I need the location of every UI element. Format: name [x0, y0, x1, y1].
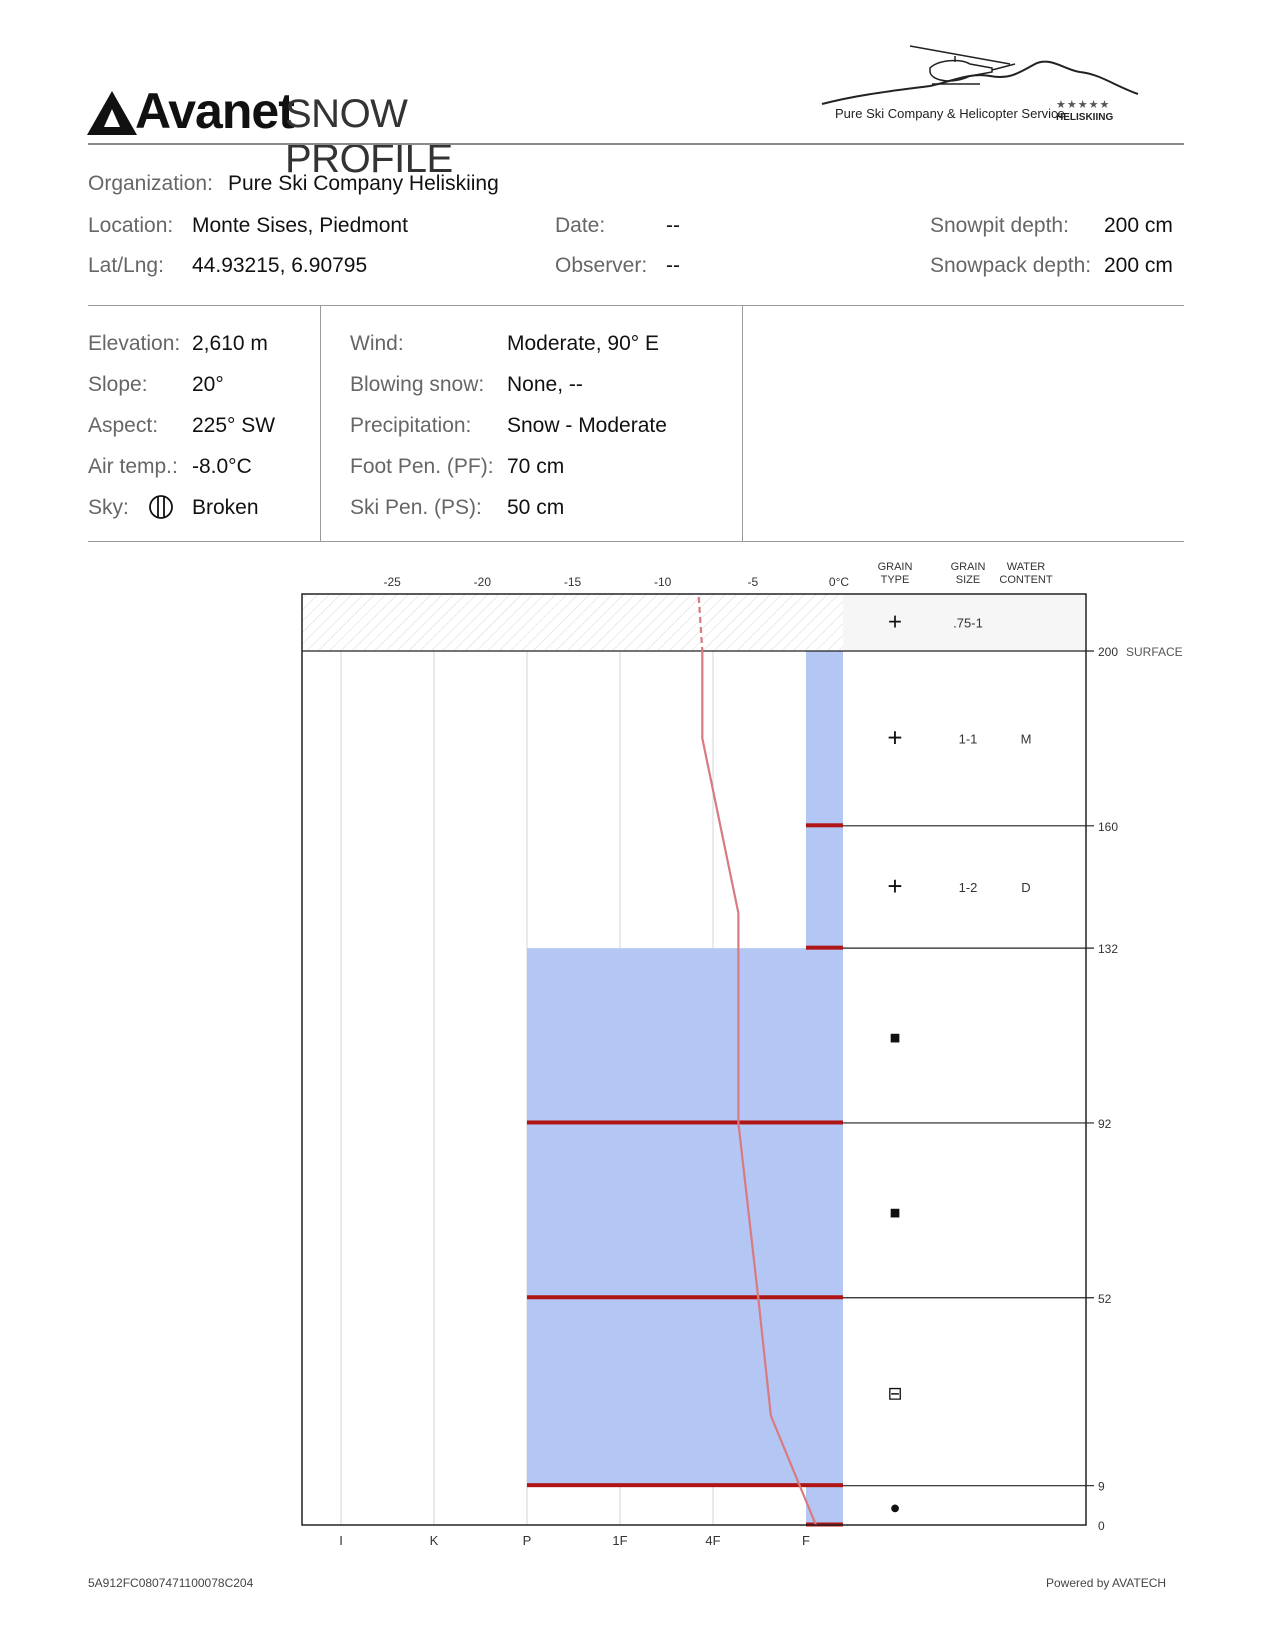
avanet-logo-icon: [87, 91, 137, 135]
column-header-water: CONTENT: [999, 574, 1053, 586]
snowpit-depth-value: 200 cm: [1104, 214, 1173, 237]
hardness-tick-label: P: [522, 1533, 532, 1548]
precipitation-label: Precipitation:: [350, 414, 472, 437]
conditions-divider-1: [320, 306, 321, 542]
ski-penetration-value: 50 cm: [507, 496, 565, 519]
conditions-bottom-divider: [88, 541, 1184, 542]
temp-tick-label: -20: [473, 575, 492, 589]
slope-label: Slope:: [88, 373, 148, 396]
height-tick-label: 132: [1098, 942, 1119, 957]
temp-zero-label: 0°C: [828, 575, 850, 589]
header-divider: [88, 143, 1184, 145]
airtemp-label: Air temp.:: [88, 455, 178, 478]
location-value: Monte Sises, Piedmont: [192, 214, 408, 237]
hardness-tick-label: 1F: [612, 1533, 628, 1548]
operator-name: Pure Ski Company & Helicopter Service: [835, 106, 1065, 121]
profile-id: 5A912FC0807471100078C204: [88, 1576, 254, 1590]
elevation-label: Elevation:: [88, 332, 181, 355]
column-header-grain-type: GRAIN: [877, 561, 913, 573]
observer-value: --: [666, 254, 680, 277]
conditions-divider-2: [742, 306, 743, 542]
foot-penetration-label: Foot Pen. (PF):: [350, 455, 494, 478]
air-zone-hatch: [302, 594, 843, 651]
hardness-bar-4: [527, 1298, 843, 1486]
date-label: Date:: [555, 214, 606, 237]
grain-size-label: 1-1: [958, 731, 978, 747]
column-header-grain-size: GRAIN: [950, 561, 986, 573]
latlng-value: 44.93215, 6.90795: [192, 254, 368, 277]
operator-sub: HELISKIING: [1056, 112, 1114, 123]
surface-height-label: 200: [1098, 645, 1119, 659]
height-tick-label: 92: [1098, 1116, 1112, 1131]
aspect-value: 225° SW: [192, 414, 276, 437]
column-header-grain-type: TYPE: [880, 574, 910, 586]
layer-marker-red: [527, 1295, 843, 1299]
precipitation-particles-icon: +: [887, 870, 903, 901]
hardness-tick-label: F: [802, 1533, 810, 1548]
organization-value: Pure Ski Company Heliskiing: [228, 172, 499, 195]
grain-size-label: 1-2: [958, 879, 978, 895]
latlng-label: Lat/Lng:: [88, 254, 164, 277]
height-tick-label: 160: [1098, 819, 1119, 834]
hardness-bar-1: [806, 826, 843, 948]
layer-marker-red: [806, 823, 843, 827]
location-label: Location:: [88, 214, 174, 237]
temp-tick-label: -5: [747, 575, 759, 589]
snow-profile-chart: [0, 550, 1275, 1550]
column-header-grain-size: SIZE: [955, 574, 981, 586]
hardness-bar-5: [806, 1486, 843, 1525]
height-tick-label: 9: [1098, 1479, 1105, 1494]
page-title: SNOW PROFILE: [285, 92, 453, 181]
layer-marker-red: [527, 1120, 843, 1124]
organization-label: Organization:: [88, 172, 213, 195]
operator-logo: [820, 42, 1140, 132]
air-grain-size: .75-1: [953, 615, 983, 631]
temp-tick-label: -15: [563, 575, 582, 589]
column-header-water: WATER: [1006, 561, 1046, 573]
powered-by: Powered by AVATECH: [1046, 1576, 1167, 1590]
snowpack-depth-value: 200 cm: [1104, 254, 1173, 277]
broken-sky-icon: [148, 494, 174, 520]
surface-label: SURFACE: [1126, 645, 1183, 659]
precipitation-particles-icon: +: [887, 722, 903, 753]
observer-label: Observer:: [555, 254, 648, 277]
hardness-tick-label: 4F: [705, 1533, 721, 1548]
aspect-label: Aspect:: [88, 414, 159, 437]
layer-marker-red: [806, 946, 843, 950]
air-grain-type: +: [887, 608, 903, 636]
bottom-height-label: 0: [1098, 1519, 1105, 1533]
faceted-crystals-icon: ■: [889, 1202, 901, 1223]
snowpit-depth-label: Snowpit depth:: [930, 214, 1069, 237]
brand-name: Avanet: [135, 83, 294, 139]
mixed-forms-icon: ⊟: [887, 1383, 903, 1404]
sky-label: Sky:: [88, 496, 129, 519]
rounded-grains-icon: ●: [889, 1497, 901, 1518]
slope-value: 20°: [192, 373, 224, 396]
wind-label: Wind:: [350, 332, 404, 355]
info-divider: [88, 305, 1184, 306]
hardness-bar-0: [806, 651, 843, 826]
layer-marker-red: [527, 1483, 843, 1487]
hardness-tick-label: I: [339, 1533, 343, 1548]
water-content-label: M: [1020, 731, 1032, 747]
airtemp-value: -8.0°C: [192, 455, 252, 478]
ski-penetration-label: Ski Pen. (PS):: [350, 496, 482, 519]
elevation-value: 2,610 m: [192, 332, 268, 355]
sky-value: Broken: [192, 496, 259, 519]
blowing-snow-value: None, --: [507, 373, 583, 396]
temp-tick-label: -25: [383, 575, 401, 589]
snowpack-depth-label: Snowpack depth:: [930, 254, 1092, 277]
faceted-crystals-icon: ■: [889, 1027, 901, 1048]
precipitation-value: Snow - Moderate: [507, 414, 667, 437]
water-content-label: D: [1021, 879, 1031, 895]
wind-value: Moderate, 90° E: [507, 332, 659, 355]
hardness-bar-2: [527, 948, 843, 1123]
date-value: --: [666, 214, 680, 237]
height-tick-label: 52: [1098, 1291, 1112, 1306]
hardness-tick-label: K: [429, 1533, 439, 1548]
hardness-bar-3: [527, 1123, 843, 1298]
operator-stars: ★★★★★: [1056, 99, 1111, 111]
foot-penetration-value: 70 cm: [507, 455, 565, 478]
temp-tick-label: -10: [653, 575, 672, 589]
blowing-snow-label: Blowing snow:: [350, 373, 485, 396]
